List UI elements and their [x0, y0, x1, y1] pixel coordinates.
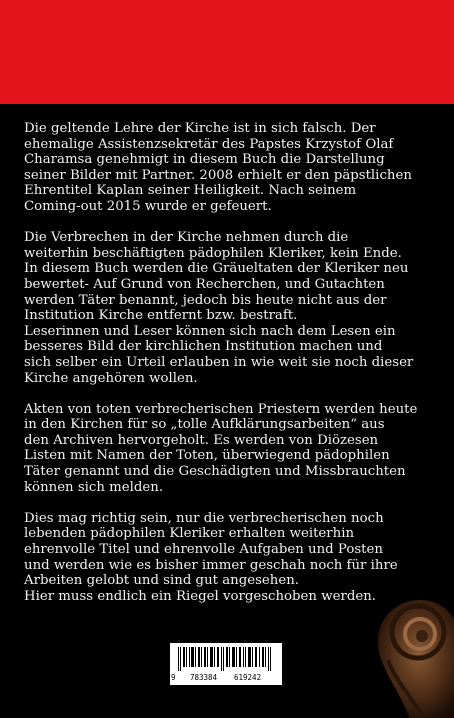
- barcode-group-1: 783384: [190, 673, 218, 682]
- barcode-prefix: 9: [171, 673, 176, 682]
- isbn-barcode: [170, 643, 282, 685]
- carved-scroll-image: [350, 560, 454, 718]
- barcode-group-2: 619242: [234, 673, 262, 682]
- barcode-bars: [176, 647, 276, 671]
- blurb-text: [24, 121, 446, 620]
- red-header-band: [0, 0, 454, 104]
- blurb-paragraph-2: Die Verbrechen in der Kirche nehmen durch die weiterhin beschäftigten pädophilen Kleriker, kein Ende. In diesem Buch werden die Gräueltaten der Kleriker neu bewertet- Auf Grund von Recherchen, und Gutachten werden Täter benannt, jedoch bis heute nicht aus der Institution Kirche entfernt bzw. bestraft. Leserinnen und Leser können sich nach dem Lesen ein besseres Bild der kirchlichen Institution machen und sich selber ein Urteil erlauben in wie weit sie noch dieser Kirche angehören wollen.: [24, 230, 414, 386]
- blurb-paragraph-1: Die geltende Lehre der Kirche ist in sich falsch. Der ehemalige Assistenzsekretär des Papstes Krzystof Olaf Charamsa genehmigt in diesem Buch die Darstellung seiner Bilder mit Partner. 2008 erhielt er den päpstlichen Ehrentitel Kaplan seiner Heiligkeit. Nach seinem Coming-out 2015 wurde er gefeuert.: [24, 121, 412, 214]
- blurb-paragraph-3: Akten von toten verbrecherischen Priestern werden heute in den Kirchen für so „tolle Aufklärungsarbeiten“ aus den Archiven hervorgeholt. Es werden von Diözesen Listen mit Namen der Toten, überwiegend pädophilen Täter genannt und die Geschädigten und Missbrauchten können sich melden.: [24, 401, 418, 495]
- blurb-paragraph-4: Dies mag richtig sein, nur die verbrecherischen noch lebenden pädophilen Kleriker erhalten weiterhin ehrenvolle Titel und ehrenvolle Aufgaben und Posten und werden wie es bisher immer geschah noch für ihre Arbeiten gelobt und sind gut angesehen. Hier muss endlich ein Riegel vorgeschoben werden.: [24, 510, 398, 604]
